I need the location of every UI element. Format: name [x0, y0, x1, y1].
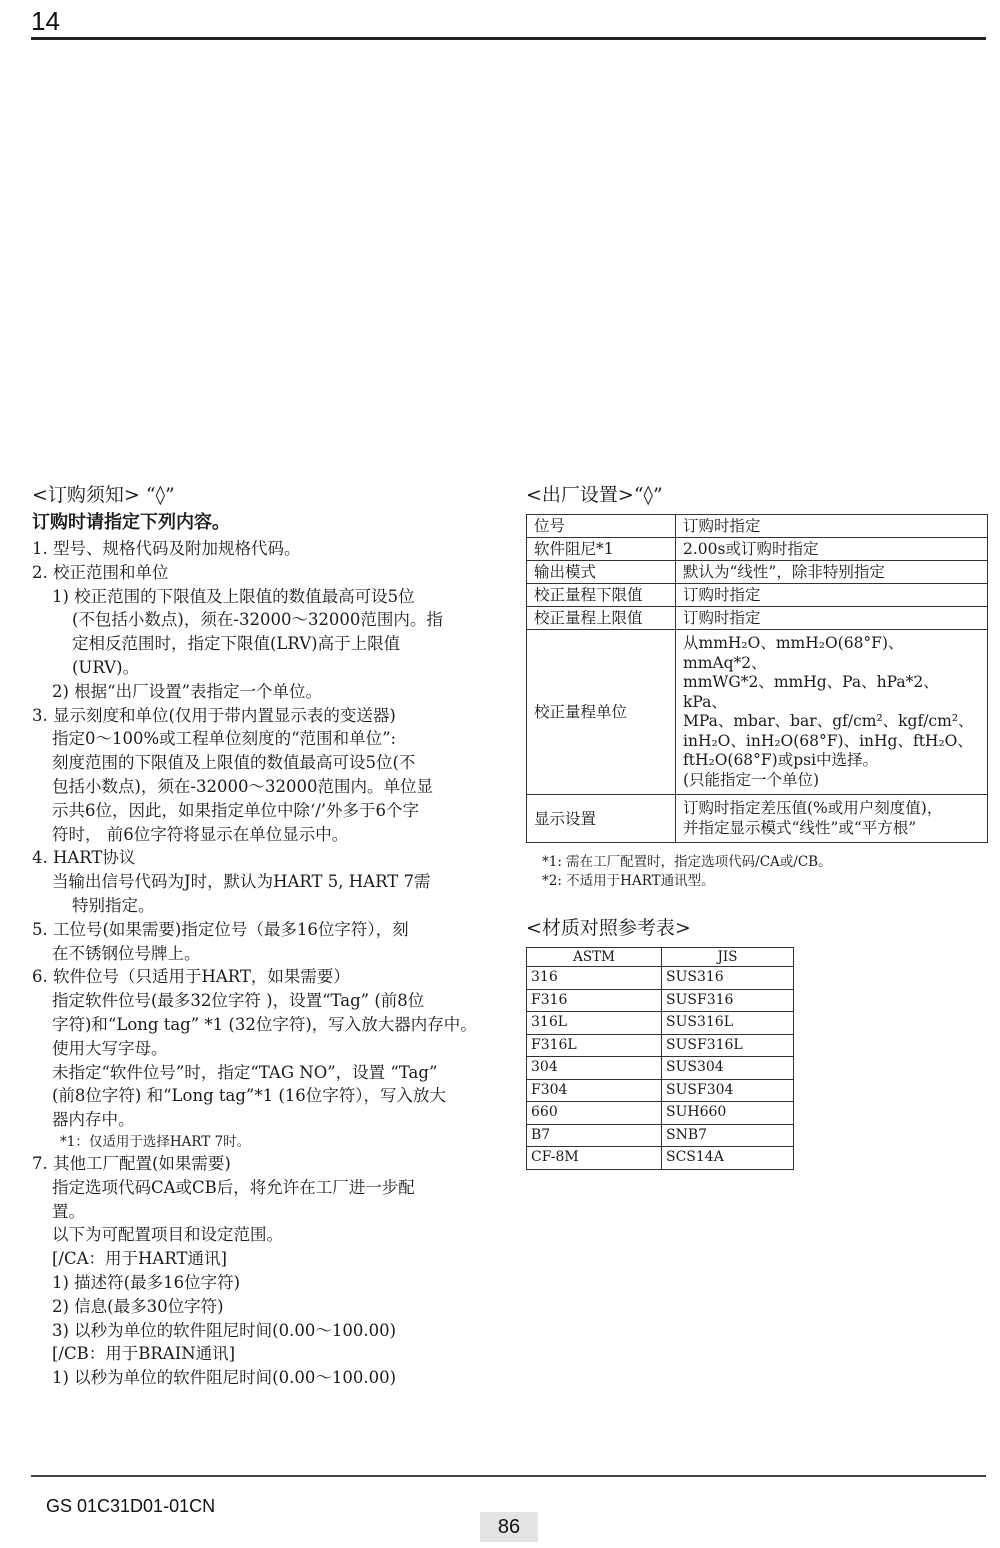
item-6-line: 器内存中。: [52, 1110, 135, 1130]
ordering-item-4: [32, 846, 510, 917]
table-row: [527, 538, 988, 561]
display-line: 订购时指定差压值(%或用户刻度值)，: [683, 799, 943, 817]
chapter-number: 14: [31, 6, 60, 36]
item-3-line: 包括小数点)，须在-32000～32000范围内。单位显: [52, 776, 433, 796]
materials-table: [526, 947, 794, 1170]
ordering-section: [32, 482, 510, 1390]
astm-cell: F316: [527, 989, 662, 1012]
astm-cell: 660: [527, 1102, 662, 1125]
jis-cell: SUSF316L: [662, 1034, 794, 1057]
table-row: [527, 795, 988, 843]
factory-settings-section: [526, 482, 990, 1170]
setting-value: 订购时指定: [676, 584, 988, 607]
item-4-line: 特别指定。: [72, 895, 155, 915]
setting-value: 默认为“线性”，除非特别指定: [676, 561, 988, 584]
item-6-line: 使用大写字母。: [52, 1038, 168, 1058]
ordering-item-7: [32, 1152, 510, 1390]
ordering-item-1: 1. 型号、规格代码及附加规格代码。: [32, 539, 301, 558]
item-7-line: [/CA：用于HART通讯]: [52, 1249, 227, 1269]
astm-cell: B7: [527, 1124, 662, 1147]
item-7-line: [/CB：用于BRAIN通讯]: [52, 1344, 236, 1364]
units-line: 从mmH₂O、mmH₂O(68°F)、mmAq*2、: [683, 634, 904, 672]
table-row: [527, 561, 988, 584]
item-7-line: 1) 描述符(最多16位字符): [52, 1272, 241, 1292]
page-number: 86: [480, 1512, 538, 1542]
table-row: [527, 515, 988, 538]
setting-key: 输出模式: [527, 561, 676, 584]
jis-cell: SCS14A: [662, 1147, 794, 1170]
item-3-head: 3. 显示刻度和单位(仅用于带内置显示表的变送器): [32, 705, 396, 725]
item-6-line: 未指定“软件位号”时，指定“TAG NO”，设置 “Tag”: [52, 1062, 438, 1082]
item-3-line: 示共6位，因此，如果指定单位中除‘/’外多于6个字: [52, 800, 420, 820]
setting-value: 订购时指定: [676, 607, 988, 630]
table-row: [527, 967, 794, 990]
table-row: [527, 1034, 794, 1057]
units-line: MPa、mbar、bar、gf/cm²、kgf/cm²、: [683, 712, 974, 730]
setting-value-display: [676, 795, 988, 843]
item-4-head: 4. HART协议: [32, 848, 136, 868]
item-5-line: 在不锈钢位号牌上。: [52, 943, 201, 963]
materials-title: <材质对照参考表>: [526, 917, 691, 939]
setting-key: 显示设置: [527, 795, 676, 843]
item-3-line: 符时， 前6位字符将显示在单位显示中。: [52, 824, 349, 844]
item-6-line: (前8位字符) 和“Long tag”*1 (16位字符），写入放大: [52, 1086, 447, 1106]
units-line: (只能指定一个单位): [683, 770, 820, 789]
footer-rule: [31, 1475, 986, 1477]
jis-cell: SUS316: [662, 967, 794, 990]
table-row: [527, 1147, 794, 1170]
item-6-footnote: *1：仅适用于选择HART 7时。: [60, 1133, 251, 1150]
table-row: [527, 584, 988, 607]
units-line: mmWG*2、mmHg、Pa、hPa*2、kPa、: [683, 673, 939, 711]
item-3-line: 刻度范围的下限值及上限值的数值最高可设5位(不: [52, 753, 416, 773]
ordering-subtitle: 订购时请指定下列内容。: [32, 512, 230, 533]
item-7-line: 指定选项代码CA或CB后，将允许在工厂进一步配: [52, 1177, 415, 1197]
astm-cell: F316L: [527, 1034, 662, 1057]
table-row: [527, 630, 988, 795]
item-6-line: 字符)和“Long tag” *1 (32位字符)，写入放大器内存中。: [52, 1014, 477, 1034]
astm-cell: 304: [527, 1057, 662, 1080]
jis-cell: SUS316L: [662, 1012, 794, 1035]
column-header-jis: JIS: [662, 948, 794, 967]
astm-cell: 316: [527, 967, 662, 990]
footnote-2: *2: 不适用于HART通讯型。: [542, 873, 715, 889]
setting-key: 软件阻尼*1: [527, 538, 676, 561]
setting-value-units: [676, 630, 988, 795]
setting-key: 位号: [527, 515, 676, 538]
factory-settings-title: <出厂设置>“◊”: [526, 484, 663, 506]
item-7-head: 7. 其他工厂配置(如果需要): [32, 1153, 231, 1173]
astm-cell: F304: [527, 1079, 662, 1102]
jis-cell: SUSF304: [662, 1079, 794, 1102]
setting-value: 订购时指定: [676, 515, 988, 538]
jis-cell: SUSF316: [662, 989, 794, 1012]
item-2-sub1-line: 定相反范围时，指定下限值(LRV)高于上限值: [72, 634, 401, 654]
item-5-line: 5. 工位号(如果需要)指定位号（最多16位字符），刻: [32, 919, 409, 939]
setting-key: 校正量程上限值: [527, 607, 676, 630]
item-7-line: 置。: [52, 1201, 85, 1221]
display-line: 并指定显示模式“线性”或“平方根”: [683, 818, 917, 837]
footnote-1: *1: 需在工厂配置时，指定选项代码/CA或/CB。: [542, 854, 832, 870]
header-rule: [31, 37, 986, 40]
item-2-sub1-line: (不包括小数点)，须在-32000～32000范围内。指: [72, 610, 443, 630]
table-row: [527, 989, 794, 1012]
item-7-line: 以下为可配置项目和设定范围。: [52, 1225, 283, 1245]
table-row: [527, 1079, 794, 1102]
table-row: [527, 1102, 794, 1125]
jis-cell: SUS304: [662, 1057, 794, 1080]
ordering-title: <订购须知> “◊”: [32, 484, 175, 506]
factory-settings-table: [526, 514, 988, 843]
units-line: ftH₂O(68°F)或psi中选择。: [683, 751, 879, 769]
setting-key: 校正量程下限值: [527, 584, 676, 607]
astm-cell: 316L: [527, 1012, 662, 1035]
item-2-head: 2. 校正范围和单位: [32, 562, 169, 582]
item-3-line: 指定0～100%或工程单位刻度的“范围和单位”:: [52, 729, 397, 749]
table-row: [527, 1012, 794, 1035]
item-7-line: 1) 以秒为单位的软件阻尼时间(0.00～100.00): [52, 1368, 397, 1388]
jis-cell: SNB7: [662, 1124, 794, 1147]
factory-notes: [526, 853, 990, 891]
units-line: inH₂O、inH₂O(68°F)、inHg、ftH₂O、: [683, 731, 973, 750]
table-row: [527, 607, 988, 630]
item-4-line: 当输出信号代码为J时，默认为HART 5, HART 7需: [52, 872, 431, 892]
ordering-item-3: [32, 704, 510, 847]
ordering-item-2: [32, 561, 510, 704]
table-row: [527, 1057, 794, 1080]
astm-cell: CF-8M: [527, 1147, 662, 1170]
jis-cell: SUH660: [662, 1102, 794, 1125]
ordering-item-5: [32, 918, 510, 966]
item-2-sub1-line: (URV)。: [72, 657, 140, 677]
setting-key: 校正量程单位: [527, 630, 676, 795]
item-7-line: 2) 信息(最多30位字符): [52, 1296, 224, 1316]
item-2-sub2: 2) 根据“出厂设置”表指定一个单位。: [52, 681, 323, 701]
item-6-head: 6. 软件位号（只适用于HART，如果需要）: [32, 967, 350, 987]
column-header-astm: ASTM: [527, 948, 662, 967]
item-2-sub1-line: 1) 校正范围的下限值及上限值的数值最高可设5位: [52, 586, 415, 606]
document-code: GS 01C31D01-01CN: [46, 1496, 216, 1516]
table-row: [527, 1124, 794, 1147]
setting-value: 2.00s或订购时指定: [676, 538, 988, 561]
item-6-line: 指定软件位号(最多32位字符 )，设置“Tag” (前8位: [52, 991, 425, 1011]
table-header-row: [527, 948, 794, 967]
item-7-line: 3) 以秒为单位的软件阻尼时间(0.00～100.00): [52, 1320, 397, 1340]
ordering-item-6: [32, 965, 510, 1152]
